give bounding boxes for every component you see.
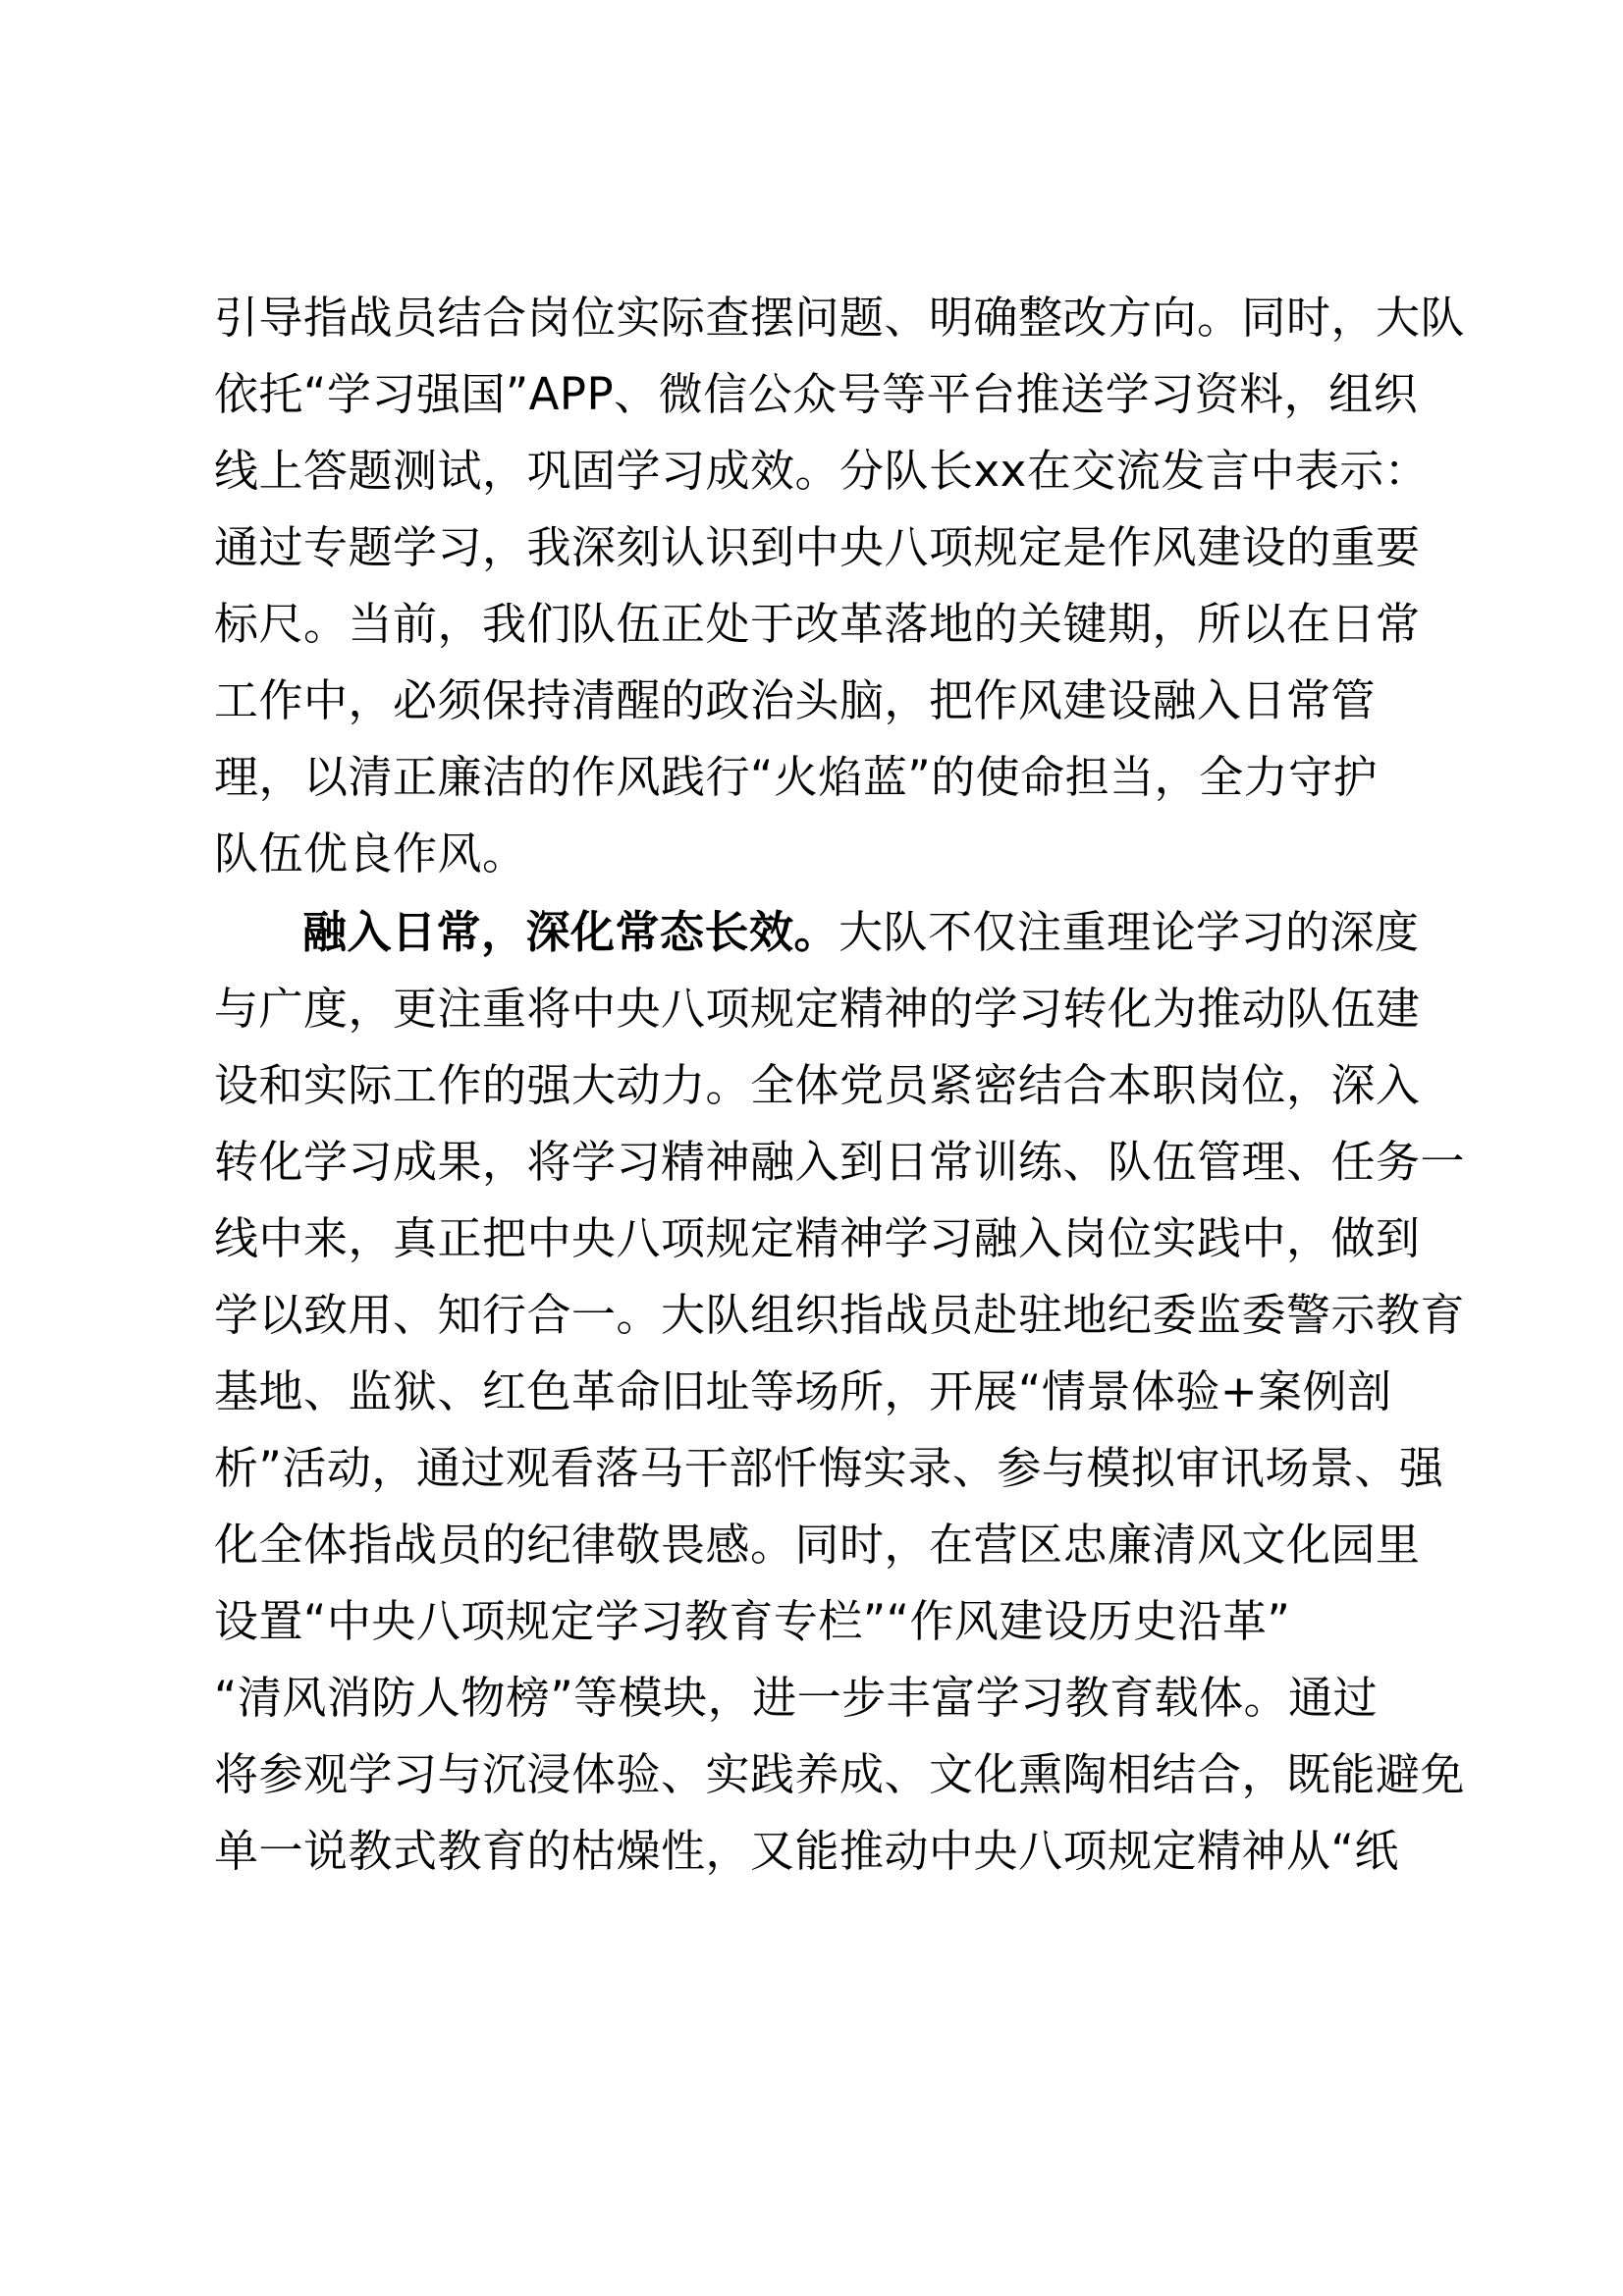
text-line: 工作中，必须保持清醒的政治头脑，把作风建设融入日常管 <box>214 674 1377 726</box>
text-line: 设和实际工作的强大动力。全体党员紧密结合本职岗位，深入 <box>214 1059 1421 1111</box>
text-line: 将参观学习与沉浸体验、实践养成、文化熏陶相结合，既能避免 <box>214 1748 1466 1800</box>
text-line: 线上答题测试，巩固学习成效。分队长xx在交流发言中表示： <box>214 445 1430 497</box>
text-line: 设置“中央八项规定学习教育专栏”“作风建设历史沿革” <box>214 1595 1291 1647</box>
paragraph-text: 大队不仅注重理论学习的深度 <box>839 906 1420 958</box>
text-line: 析”活动，通过观看落马干部忏悔实录、参与模拟审讯场景、强 <box>214 1442 1444 1494</box>
text-line: 依托“学习强国”APP、微信公众号等平台推送学习资料，组织 <box>214 368 1419 420</box>
text-line: 线中来，真正把中央八项规定精神学习融入岗位实践中，做到 <box>214 1212 1421 1264</box>
text-line: 转化学习成果，将学习精神融入到日常训练、队伍管理、任务一 <box>214 1136 1466 1188</box>
text-line: 引导指战员结合岗位实际查摆问题、明确整改方向。同时，大队 <box>214 292 1466 344</box>
text-line: 化全体指战员的纪律敬畏感。同时，在营区忠廉清风文化园里 <box>214 1519 1421 1571</box>
text-line: 理，以清正廉洁的作风践行“火焰蓝”的使命担当，全力守护 <box>214 751 1379 803</box>
text-line: 学以致用、知行合一。大队组织指战员赴驻地纪委监委警示教育 <box>214 1289 1466 1341</box>
text-line: 通过专题学习，我深刻认识到中央八项规定是作风建设的重要 <box>214 521 1421 573</box>
text-line: 单一说教式教育的枯燥性，又能推动中央八项规定精神从“纸 <box>214 1825 1399 1877</box>
paragraph-first-line <box>302 905 1520 960</box>
paragraph-heading: 融入日常，深化常态长效。 <box>302 906 839 958</box>
text-line: 标尺。当前，我们队伍正处于改革落地的关键期，所以在日常 <box>214 598 1421 650</box>
text-line: “清风消防人物榜”等模块，进一步丰富学习教育载体。通过 <box>214 1672 1379 1724</box>
text-line: 基地、监狱、红色革命旧址等场所，开展“情景体验+案例剖 <box>214 1365 1392 1417</box>
text-line: 队伍优良作风。 <box>214 828 527 880</box>
text-line: 与广度，更注重将中央八项规定精神的学习转化为推动队伍建 <box>214 983 1421 1035</box>
